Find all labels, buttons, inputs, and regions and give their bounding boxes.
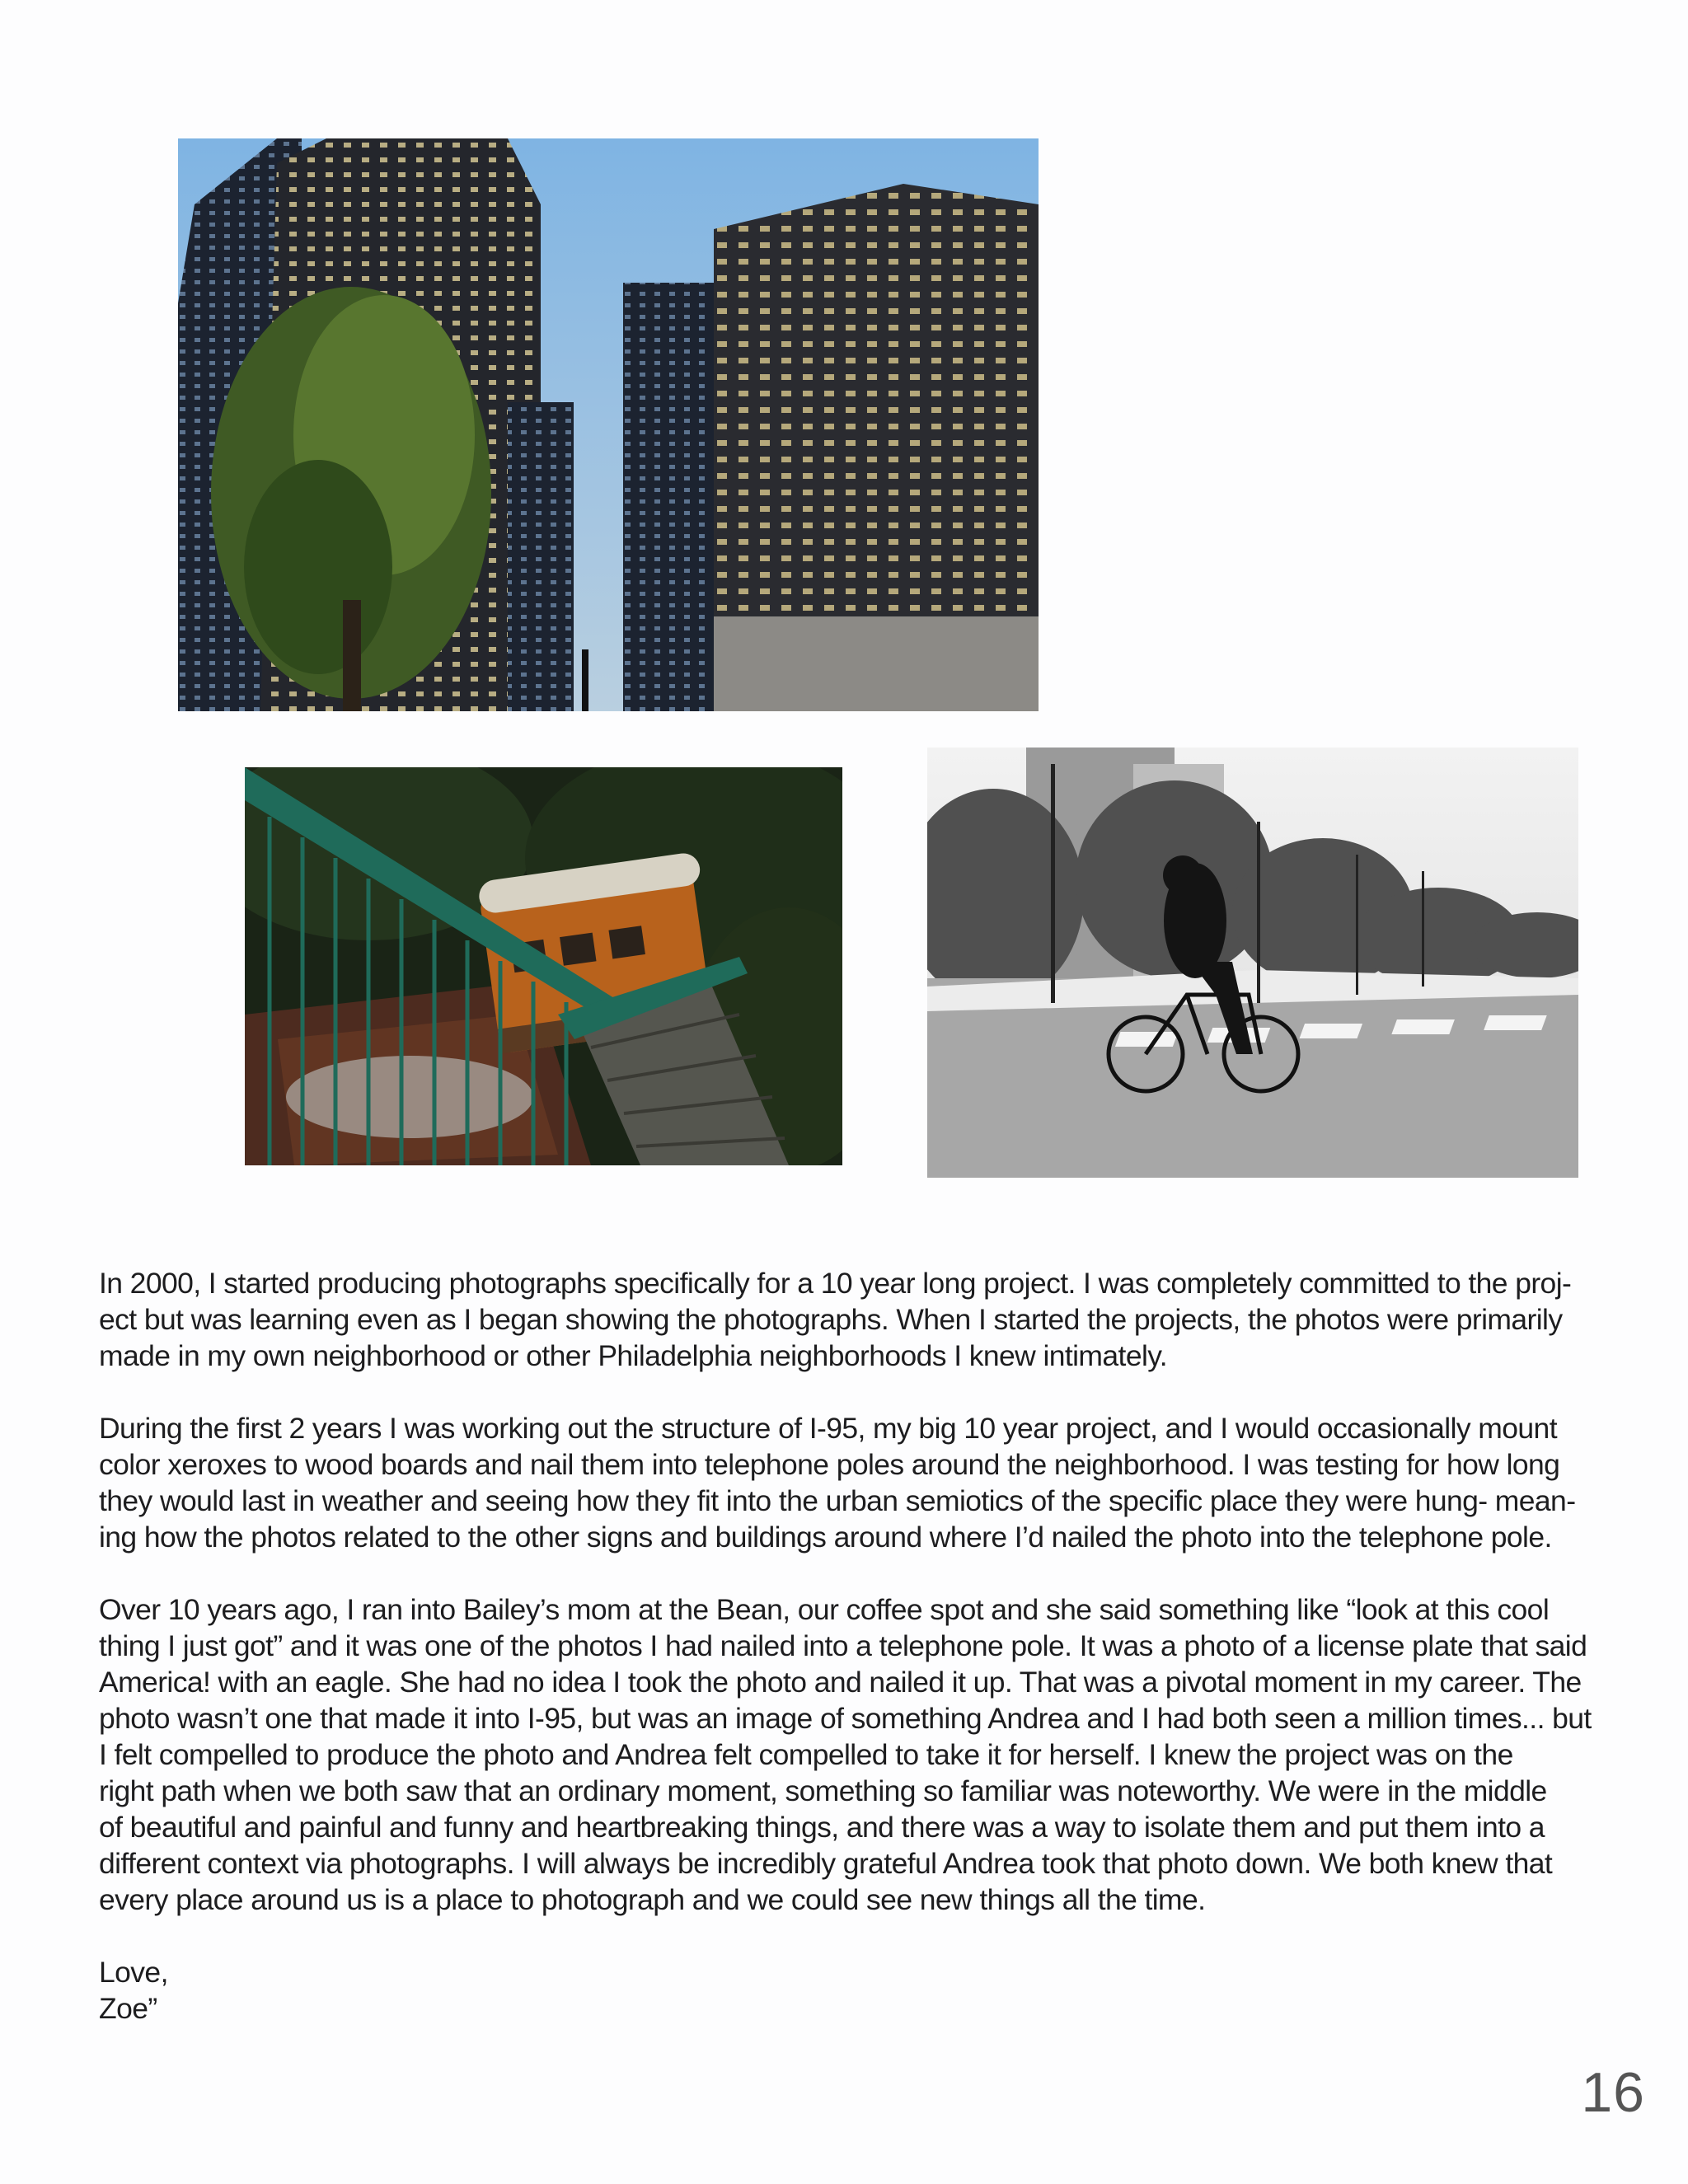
paragraph-1: In 2000, I started producing photographs specifically for a 10 year long project. I was completely committed to the proj- ect but was learning even as I began showing the photographs. When I started the projects, the photos were primarily made in my own neighborhood or other Philadelphia neighborhoods I knew intimately.	[99, 1267, 1572, 1372]
photo-city-skyscrapers	[178, 138, 1039, 711]
signoff	[99, 1954, 1599, 2027]
photo-rail-car-stairway	[245, 767, 842, 1165]
signoff-name: Zoe”	[99, 1992, 157, 2025]
signoff-love: Love,	[99, 1956, 168, 1989]
photo-cyclist-street	[927, 748, 1578, 1178]
page-number: 16	[1581, 2061, 1645, 2124]
letter-body	[99, 1265, 1599, 2027]
paragraph-3: Over 10 years ago, I ran into Bailey’s mom at the Bean, our coffee spot and she said something like “look at this cool thing I just got” and it was one of the photos I had nailed into a telephone pole. It was a photo of a license plate that said America! with an eagle. She had no idea I took the photo and nailed it up. That was a pivotal moment in my career. The photo wasn’t one that made it into I-95, but was an image of something Andrea and I had both seen a million times... but I felt compelled to produce the photo and Andrea felt compelled to take it for herself. I knew the project was on the right path when we both saw that an ordinary moment, something so familiar was noteworthy. We were in the middle of beautiful and painful and funny and heartbreaking things, and there was a way to isolate them and put them into a different context via photographs. I will always be incredibly grateful Andrea took that photo down. We both knew that every place around us is a place to photograph and we could see new things all the time.	[99, 1593, 1592, 1916]
paragraph-2: During the first 2 years I was working out the structure of I-95, my big 10 year project, and I would occasionally mount color xeroxes to wood boards and nail them into telephone poles around the neighborhood. I was testing for how long they would last in weather and seeing how they fit into the urban semiotics of the specific place they were hung- mean- ing how the photos related to the other signs and buildings around where I’d nailed the photo into the telephone pole.	[99, 1412, 1576, 1554]
